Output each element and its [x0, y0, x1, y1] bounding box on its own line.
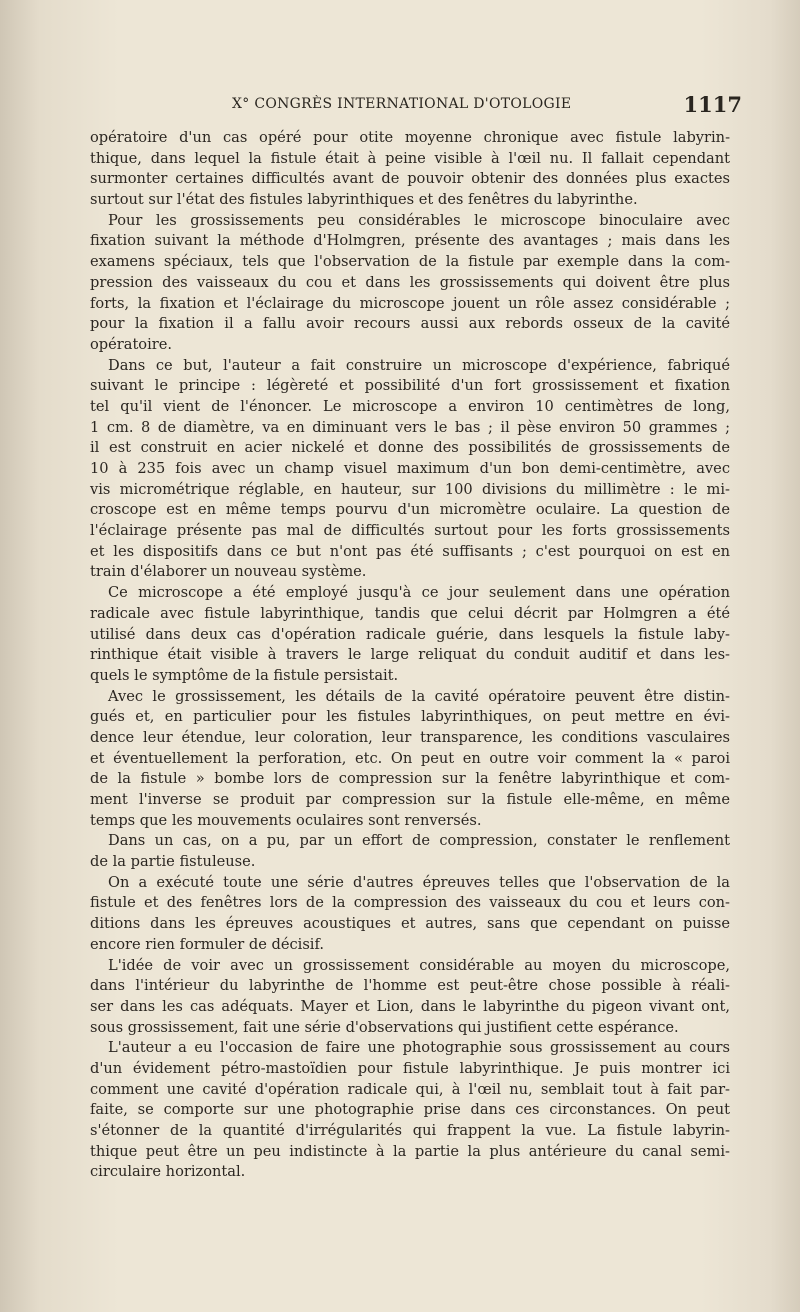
text-line: radicale avec fistule labyrinthique, tandis que celui décrit par Holmgren a été [90, 604, 730, 622]
text-line: Ce microscope a été employé jusqu'à ce jour seulement dans une opération [108, 584, 730, 602]
text-line: de la partie fistuleuse. [90, 853, 256, 871]
text-line: ser dans les cas adéquats. Mayer et Lion, dans le labyrinthe du pigeon vivant ont, [90, 997, 730, 1015]
text-line: tel qu'il vient de l'énoncer. Le microscope a environ 10 centimètres de long, [90, 397, 730, 415]
text-line: opératoire. [90, 335, 173, 353]
text-line: thique peut être un peu indistincte à la partie la plus antérieure du canal semi- [90, 1142, 730, 1160]
text-line: comment une cavité d'opération radicale qui, à l'œil nu, semblait tout à fait par- [90, 1080, 730, 1098]
text-line: s'étonner de la quantité d'irrégularités qui frappent la vue. La fistule labyrin- [90, 1122, 730, 1139]
page-header [232, 92, 742, 118]
text-line: pour la fixation il a fallu avoir recours aussi aux rebords osseux de la cavité [90, 315, 730, 333]
text-line: fistule et des fenêtres lors de la compression des vaisseaux du cou et leurs con- [90, 894, 730, 912]
text-line: pression des vaisseaux du cou et dans les grossissements qui doivent être plus [90, 273, 730, 291]
text-line: d'un évidement pétro-mastoïdien pour fistule labyrinthique. Je puis montrer ici [90, 1059, 730, 1077]
text-line: quels le symptôme de la fistule persistait. [90, 666, 399, 684]
text-line: sous grossissement, fait une série d'observations qui justifient cette espérance. [90, 1018, 679, 1036]
text-line: rinthique était visible à travers le large reliquat du conduit auditif et dans les- [90, 646, 730, 664]
text-line: surtout sur l'état des fistules labyrinthiques et des fenêtres du labyrinthe. [90, 191, 638, 209]
text-line: et les dispositifs dans ce but n'ont pas été suffisants ; c'est pourquoi on est en [90, 542, 730, 560]
text-line: il est construit en acier nickelé et donne des possibilités de grossissements de [90, 439, 730, 457]
text-line: faite, se comporte sur une photographie prise dans ces circonstances. On peut [90, 1101, 730, 1119]
text-line: vis micrométrique réglable, en hauteur, sur 100 divisions du millimètre : le mi- [90, 480, 730, 498]
text-line: surmonter certaines difficultés avant de pouvoir obtenir des données plus exactes [90, 170, 730, 188]
text-line: 1 cm. 8 de diamètre, va en diminuant vers le bas ; il pèse environ 50 grammes ; [90, 418, 730, 436]
text-line: gués et, en particulier pour les fistules labyrinthiques, on peut mettre en évi- [90, 708, 730, 726]
text-line: l'éclairage présente pas mal de difficultés surtout pour les forts grossissements [90, 522, 730, 540]
text-line: et éventuellement la perforation, etc. On peut en outre voir comment la « paroi [90, 749, 730, 767]
body-text [90, 128, 730, 1183]
text-line: train d'élaborer un nouveau système. [90, 563, 367, 581]
text-line: forts, la fixation et l'éclairage du microscope jouent un rôle assez considérable ; [90, 294, 730, 312]
text-line: suivant le principe : légèreté et possibilité d'un fort grossissement et fixation [90, 377, 730, 395]
text-line: L'auteur a eu l'occasion de faire une photographie sous grossissement au cours [108, 1039, 730, 1057]
text-line: de la fistule » bombe lors de compression sur la fenêtre labyrinthique et com- [90, 770, 730, 788]
text-line: examens spéciaux, tels que l'observation de la fistule par exemple dans la com- [90, 253, 730, 271]
text-line: thique, dans lequel la fistule était à peine visible à l'œil nu. Il fallait cependant [90, 149, 730, 167]
text-line: croscope est en même temps pourvu d'un micromètre oculaire. La question de [90, 501, 730, 519]
text-line: temps que les mouvements oculaires sont renversés. [90, 811, 482, 829]
text-line: Avec le grossissement, les détails de la cavité opératoire peuvent être distin- [108, 687, 730, 705]
text-line: Dans un cas, on a pu, par un effort de compression, constater le renflement [108, 832, 730, 850]
text-line: encore rien formuler de décisif. [90, 935, 324, 953]
text-line: ment l'inverse se produit par compression sur la fistule elle-même, en même [90, 791, 730, 808]
text-line: utilisé dans deux cas d'opération radicale guérie, dans lesquels la fistule laby- [90, 625, 730, 643]
page-number: 1117 [683, 92, 742, 117]
text-line: ditions dans les épreuves acoustiques et autres, sans que cependant on puisse [90, 915, 730, 933]
text-line: dans l'intérieur du labyrinthe de l'homme est peut-être chose possible à réali- [90, 977, 730, 995]
text-line: 10 à 235 fois avec un champ visuel maximum d'un bon demi-centimètre, avec [90, 460, 730, 477]
text-line: fixation suivant la méthode d'Holmgren, présente des avantages ; mais dans les [90, 232, 730, 250]
text-line: L'idée de voir avec un grossissement considérable au moyen du microscope, [108, 956, 730, 974]
text-line: On a exécuté toute une série d'autres épreuves telles que l'observation de la [108, 873, 730, 891]
text-line: Pour les grossissements peu considérables le microscope binoculaire avec [108, 211, 730, 229]
text-line: dence leur étendue, leur coloration, leur transparence, les conditions vasculaires [90, 728, 730, 746]
text-line: opératoire d'un cas opéré pour otite moyenne chronique avec fistule labyrin- [90, 129, 730, 146]
running-head: X° CONGRÈS INTERNATIONAL D'OTOLOGIE [232, 96, 572, 112]
text-line: Dans ce but, l'auteur a fait construire un microscope d'expérience, fabriqué [108, 356, 730, 374]
text-line: circulaire horizontal. [90, 1163, 246, 1181]
